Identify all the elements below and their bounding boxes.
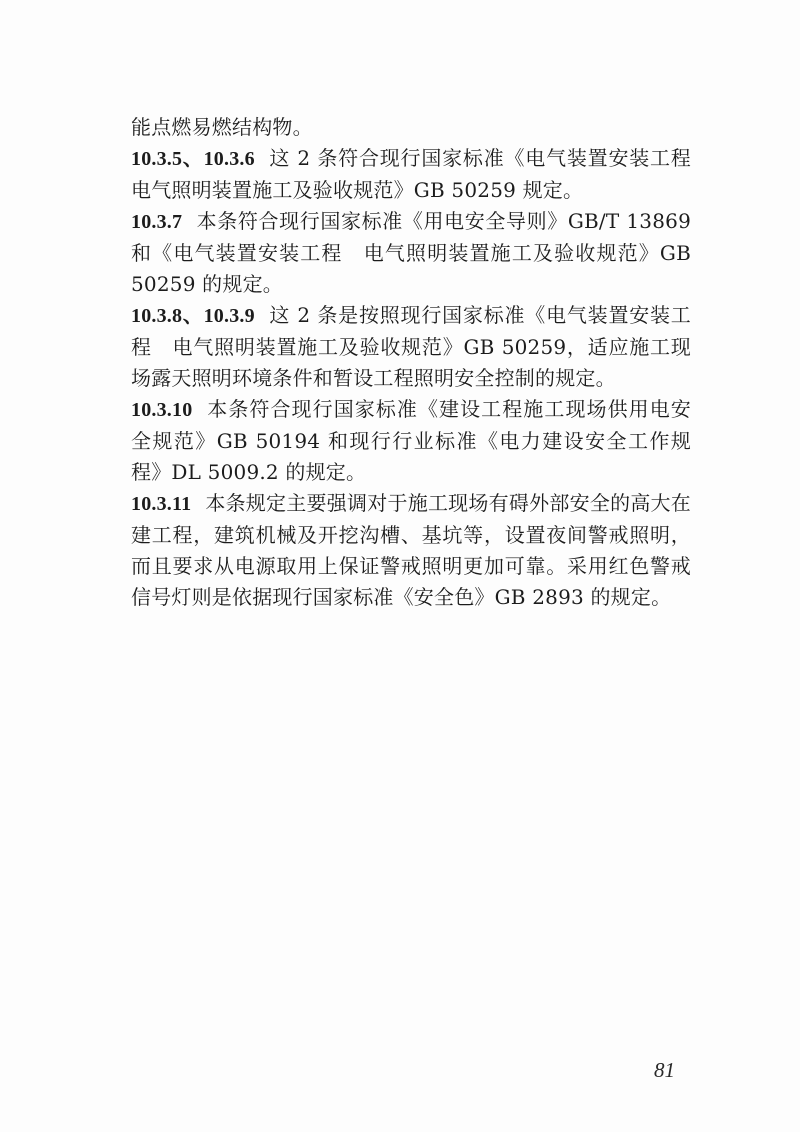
clause-number-b: 10.3.9 xyxy=(203,305,255,327)
clause-number xyxy=(131,305,255,327)
page-number: 81 xyxy=(654,1058,675,1082)
intro-line xyxy=(131,112,691,143)
clause-10-3-10 xyxy=(131,394,691,488)
clause-number-b: 10.3.6 xyxy=(203,148,255,170)
clause-10-3-8-10-3-9 xyxy=(131,300,691,394)
clause-text: 本条符合现行国家标准《建设工程施工现场供用电安全规范》GB 50194 和现行行业标准《电力建设安全工作规程》DL 5009.2 的规定。 xyxy=(131,397,691,484)
clause-number xyxy=(131,148,255,170)
clause-number: 10.3.10 xyxy=(131,399,193,421)
clause-number-a: 10.3.5 xyxy=(131,148,183,170)
clause-number-separator: 、 xyxy=(182,148,204,170)
clause-text: 这 2 条符合现行国家标准《电气装置安装工程 电气照明装置施工及验收规范》GB 50259 规定。 xyxy=(131,146,692,202)
clause-10-3-5-10-3-6 xyxy=(131,143,691,206)
clause-text: 本条符合现行国家标准《用电安全导则》GB/T 13869 和《电气装置安装工程 电气照明装置施工及验收规范》GB 50259 的规定。 xyxy=(131,209,691,296)
clause-text: 这 2 条是按照现行国家标准《电气装置安装工程 电气照明装置施工及验收规范》GB 50259，适应施工现场露天照明环境条件和暂设工程照明安全控制的规定。 xyxy=(131,303,692,390)
clause-number: 10.3.7 xyxy=(131,211,183,233)
clause-number-separator: 、 xyxy=(182,305,204,327)
clause-10-3-11 xyxy=(131,488,691,613)
page-body xyxy=(131,112,691,613)
clause-number-a: 10.3.8 xyxy=(131,305,183,327)
clause-10-3-7 xyxy=(131,206,691,300)
clause-number: 10.3.11 xyxy=(131,493,192,515)
clause-text: 本条规定主要强调对于施工现场有碍外部安全的高大在建工程，建筑机械及开挖沟槽、基坑等，设置夜间警戒照明，而且要求从电源取用上保证警戒照明更加可靠。采用红色警戒信号灯则是依据现行国家标准《安全色》GB 2893 的规定。 xyxy=(131,491,691,609)
intro-line-text: 能点燃易燃结构物。 xyxy=(131,115,313,139)
